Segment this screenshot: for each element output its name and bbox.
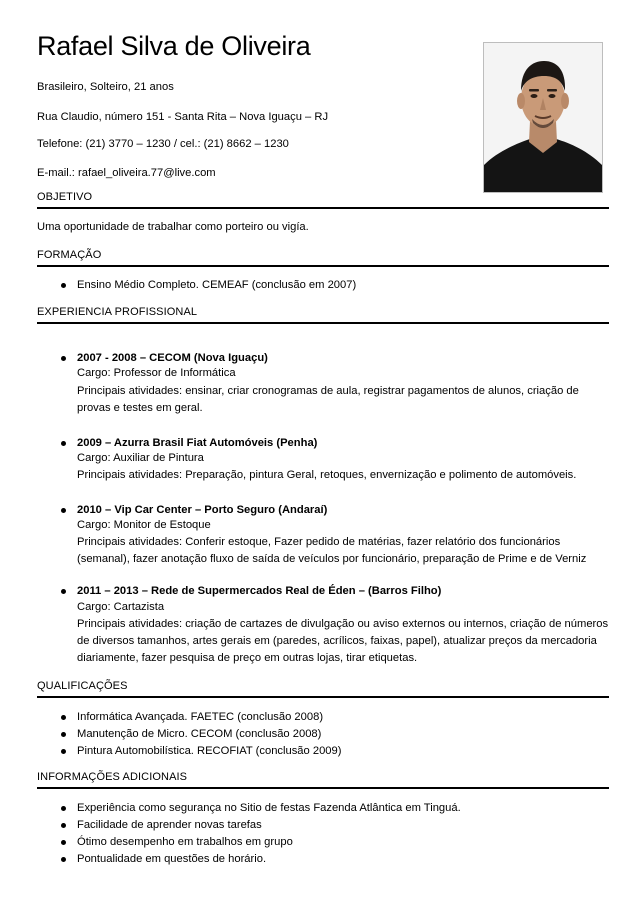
profile-photo [483,42,603,193]
section-divider [37,787,609,789]
job-heading: 2010 – Vip Car Center – Porto Seguro (Andaraí) [77,504,328,516]
section-adicionais [37,770,609,789]
section-title: INFORMAÇÕES ADICIONAIS [37,771,188,783]
section-divider [37,322,609,324]
job-cargo: Cargo: Professor de Informática [77,367,236,379]
qualificacao-item: Informática Avançada. FAETEC (conclusão 2008) [77,711,324,723]
email: E-mail.: rafael_oliveira.77@live.com [37,167,216,179]
bullet-icon [61,806,66,811]
bullet-icon [61,823,66,828]
adicional-item: Facilidade de aprender novas tarefas [77,819,262,831]
section-title: FORMAÇÃO [37,249,102,261]
bullet-icon [61,508,66,513]
bullet-icon [61,749,66,754]
formacao-item: Ensino Médio Completo. CEMEAF (conclusão em 2007) [77,279,357,291]
qualificacao-item: Pintura Automobilística. RECOFIAT (conclusão 2009) [77,745,342,757]
bullet-icon [61,283,66,288]
bullet-icon [61,857,66,862]
section-title: QUALIFICAÇÕES [37,680,128,692]
qualificacao-item: Manutenção de Micro. CECOM (conclusão 2008) [77,728,322,740]
section-divider [37,207,609,209]
section-formacao [37,248,609,267]
adicional-item: Pontualidade em questões de horário. [77,853,267,865]
section-title: EXPERIENCIA PROFISSIONAL [37,306,198,318]
bullet-icon [61,356,66,361]
job-heading: 2011 – 2013 – Rede de Supermercados Real de Éden – (Barros Filho) [77,585,442,597]
job-cargo: Cargo: Auxiliar de Pintura [77,452,204,464]
section-objetivo [37,190,609,209]
job-heading: 2009 – Azurra Brasil Fiat Automóveis (Penha) [77,437,318,449]
section-title: OBJETIVO [37,191,93,203]
phone: Telefone: (21) 3770 – 1230 / cel.: (21) 8662 – 1230 [37,138,289,150]
job-atividades: Principais atividades: criação de cartazes de divulgação ou aviso externos ou internos, criação de números de diversos tamanhos, artes gerais em (paredes, acrílicos, faixas, papel), atualizar preços da mercadoria diariamente, fazer pesquisa de preço em outras lojas, tirar etiquetas. [77,618,609,664]
bullet-icon [61,840,66,845]
job-cargo: Cargo: Cartazista [77,601,165,613]
address: Rua Claudio, número 151 - Santa Rita – Nova Iguaçu – RJ [37,111,329,123]
section-divider [37,265,609,267]
objetivo-text: Uma oportunidade de trabalhar como porteiro ou vigía. [37,221,309,233]
job-atividades: Principais atividades: ensinar, criar cronogramas de aula, registrar pagamentos de alunos, criação de provas e testes em geral. [77,385,579,414]
job-cargo: Cargo: Monitor de Estoque [77,519,211,531]
bullet-icon [61,715,66,720]
job-heading: 2007 - 2008 – CECOM (Nova Iguaçu) [77,352,268,364]
portrait-illustration [484,43,602,192]
bullet-icon [61,732,66,737]
job-atividades: Principais atividades: Conferir estoque, Fazer pedido de matérias, fazer relatório dos funcionários (semanal), fazer anotação fluxo de saída de veículos por funcionário, preparação de Prime e de Verniz [77,536,587,565]
personal-info: Brasileiro, Solteiro, 21 anos [37,81,174,93]
section-experiencia [37,305,609,324]
section-qualificacoes [37,679,609,698]
section-divider [37,696,609,698]
candidate-name: Rafael Silva de Oliveira [37,31,311,61]
bullet-icon [61,589,66,594]
job-atividades: Principais atividades: Preparação, pintura Geral, retoques, envernização e polimento de automóveis. [77,469,577,481]
bullet-icon [61,441,66,446]
adicional-item: Experiência como segurança no Sitio de festas Fazenda Atlântica em Tinguá. [77,802,461,814]
adicional-item: Ótimo desempenho em trabalhos em grupo [77,836,293,848]
